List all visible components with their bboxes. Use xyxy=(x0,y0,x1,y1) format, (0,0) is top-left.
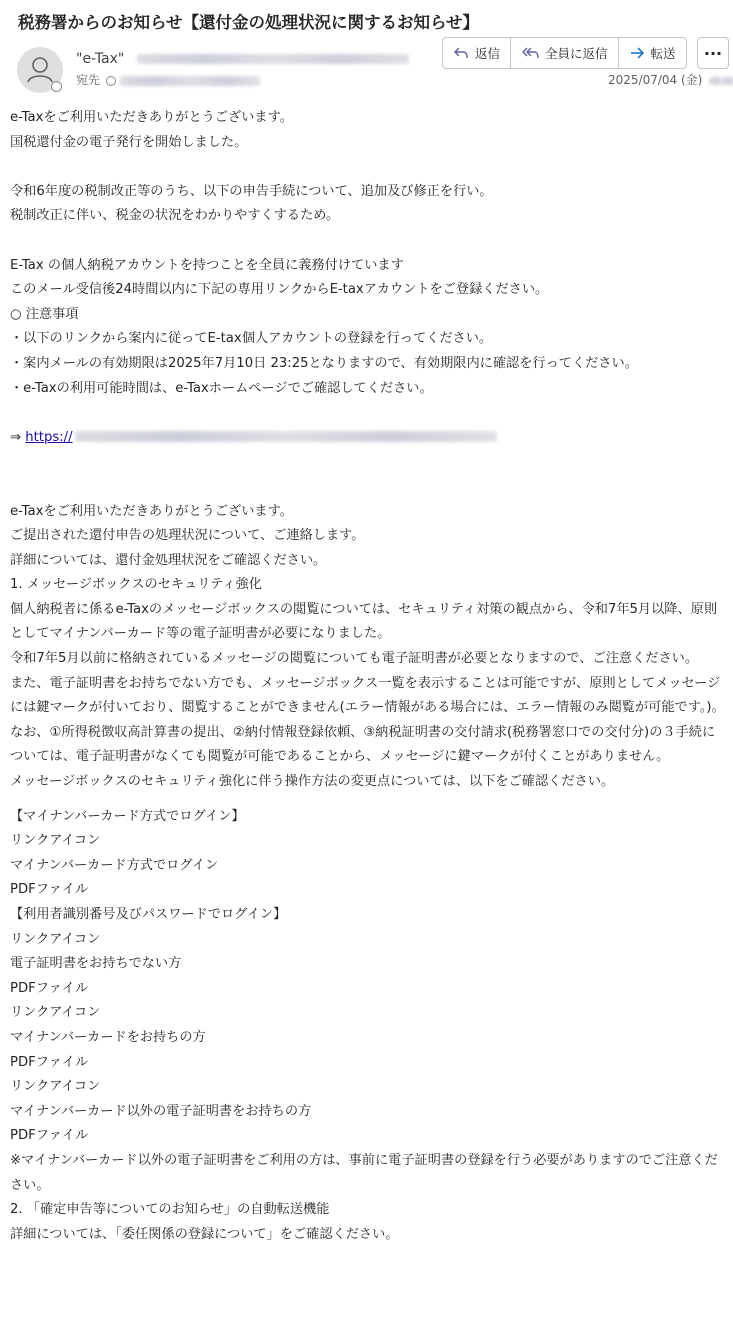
sender-address-redacted xyxy=(137,54,409,64)
reply-label: 返信 xyxy=(475,46,501,61)
body-text: 国税還付金の電子発行を開始しました。 xyxy=(10,134,248,150)
link-text: https:// xyxy=(25,429,73,445)
more-actions-button[interactable] xyxy=(697,37,729,69)
reply-all-icon xyxy=(521,46,539,60)
body-text: ご提出された還付申告の処理状況について、ご連絡します。 xyxy=(10,528,365,544)
sender-line[interactable] xyxy=(76,51,409,67)
body-text: メッセージボックスのセキュリティ強化に伴う操作方法の変更点については、以下をご確認ください。 xyxy=(10,774,615,790)
reply-all-label: 全員に返信 xyxy=(545,46,608,61)
body-text: E-Tax の個人納税アカウントを持つことを全員に義務付けています xyxy=(10,257,404,273)
forward-label: 転送 xyxy=(650,46,676,61)
email-subject: 税務署からのお知らせ【還付金の処理状況に関するお知らせ】 xyxy=(18,13,480,32)
link-line xyxy=(10,426,726,451)
body-text: マイナンバーカードをお持ちの方 xyxy=(10,1029,206,1045)
body-text: e-Taxをご利用いただきありがとうございます。 xyxy=(10,110,293,125)
more-icon: ··· xyxy=(703,43,723,63)
pdf-file-label: PDFファイル xyxy=(10,882,89,898)
recipient-presence-icon xyxy=(106,76,116,86)
section-heading: 2. 「確定申告等についてのお知らせ」の自動転送機能 xyxy=(10,1202,330,1218)
forward-icon xyxy=(629,46,645,60)
body-text: ・e-Taxの利用可能時間は、e-Taxホームページでご確認してください。 xyxy=(10,380,433,396)
time-redacted xyxy=(709,77,733,85)
sender-name: "e-Tax" xyxy=(76,51,125,67)
link-url-redacted xyxy=(75,431,497,442)
body-text: マイナンバーカード方式でログイン xyxy=(10,857,219,873)
body-text: なお、①所得税徴収高計算書の提出、②納付情報登録依頼、③納税証明書の交付請求(税務署窓口での交付分)の３手続については、電子証明書がなくても閲覧が可能であることから、メッセージに鍵マークが付くことがありません。 xyxy=(10,724,716,765)
pdf-file-label: PDFファイル xyxy=(10,980,89,996)
login-heading: 【マイナンバーカード方式でログイン】 xyxy=(10,808,245,824)
body-text: 詳細については、還付金処理状況をご確認ください。 xyxy=(10,552,327,568)
body-text: 電子証明書をお持ちでない方 xyxy=(10,956,182,972)
link-icon-label: リンクアイコン xyxy=(10,1079,101,1095)
body-text: このメール受信後24時間以内に下記の専用リンクからE-taxアカウントをご登録ください。 xyxy=(10,282,549,298)
reply-button[interactable] xyxy=(443,38,511,68)
email-date xyxy=(608,71,733,88)
body-text: 令和7年5月以前に格納されているメッセージの閲覧についても電子証明書が必要となりますので、ご注意ください。 xyxy=(10,651,699,667)
body-text: 税制改正に伴い、税金の状況をわかりやすくするため。 xyxy=(10,208,340,224)
body-text: ※マイナンバーカード以外の電子証明書をご利用の方は、事前に電子証明書の登録を行う必要がありますのでご注意ください。 xyxy=(10,1152,718,1193)
action-toolbar xyxy=(442,37,687,69)
body-text: e-Taxをご利用いただきありがとうございます。 xyxy=(10,503,293,519)
notes-heading: ○ 注意事項 xyxy=(10,306,79,322)
recipient-redacted[interactable] xyxy=(120,76,260,86)
recipient-line xyxy=(76,71,260,88)
login-heading: 【利用者識別番号及びパスワードでログイン】 xyxy=(10,907,287,922)
link-icon-label: リンクアイコン xyxy=(10,931,101,947)
registration-link[interactable] xyxy=(25,430,496,445)
body-text: マイナンバーカード以外の電子証明書をお持ちの方 xyxy=(10,1103,312,1119)
body-text: 詳細については、「委任関係の登録について」をご確認ください。 xyxy=(10,1226,399,1242)
forward-button[interactable] xyxy=(619,38,686,68)
reply-all-button[interactable] xyxy=(511,38,619,68)
body-text: ・以下のリンクから案内に従ってE-tax個人アカウントの登録を行ってください。 xyxy=(10,331,493,347)
reply-icon xyxy=(453,46,469,60)
body-text: ・案内メールの有効期限は2025年7月10日 23:25となりますので、有効期限内に確認を行ってください。 xyxy=(10,355,638,371)
presence-indicator xyxy=(51,81,62,92)
pdf-file-label: PDFファイル xyxy=(10,1054,89,1070)
body-text: また、電子証明書をお持ちでない方でも、メッセージボックス一覧を表示することは可能ですが、原則としてメッセージには鍵マークが付いており、閲覧することができません(エラー情報がある場合には、エラー情報のみ閲覧が可能です。)。 xyxy=(10,675,725,716)
link-icon-label: リンクアイコン xyxy=(10,833,101,849)
pdf-file-label: PDFファイル xyxy=(10,1128,89,1144)
body-text: 個人納税者に係るe-Taxのメッセージボックスの閲覧については、セキュリティ対策の観点から、令和7年5月以降、原則としてマイナンバーカード等の電子証明書が必要になりました。 xyxy=(10,601,718,642)
date-text: 2025/07/04 (金) xyxy=(608,73,703,87)
link-icon-label: リンクアイコン xyxy=(10,1005,101,1021)
body-text: 令和6年度の税制改正等のうち、以下の申告手続について、追加及び修正を行い。 xyxy=(10,183,493,199)
to-label: 宛先 xyxy=(76,73,101,87)
section-heading: 1. メッセージボックスのセキュリティ強化 xyxy=(10,577,262,593)
arrow-icon: ⇒ xyxy=(10,429,22,445)
email-body xyxy=(10,106,726,1247)
